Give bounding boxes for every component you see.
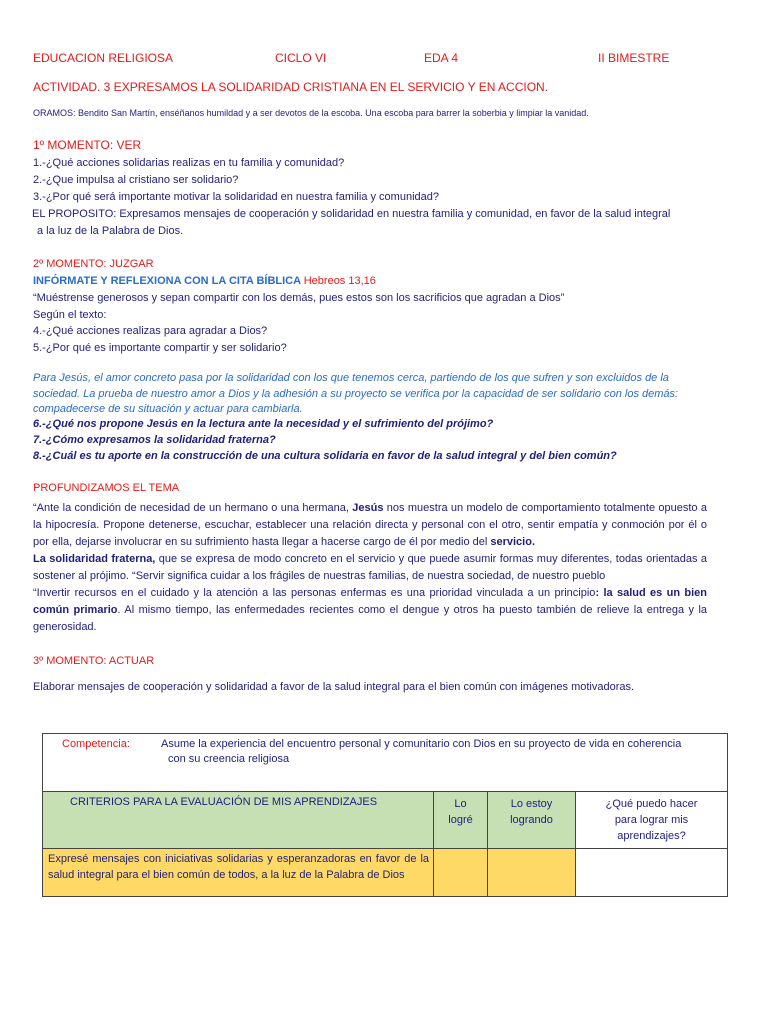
question-1: 1.-¿Qué acciones solidarias realizas en tu familia y comunidad?	[33, 157, 345, 169]
moment1-title: 1º MOMENTO: VER	[33, 138, 142, 152]
header-subject: EDUCACION RELIGIOSA	[33, 51, 174, 65]
question-2: 2.-¿Que impulsa al cristiano ser solidario?	[33, 174, 239, 186]
in-progress-cell[interactable]	[488, 849, 576, 897]
header-cycle: CICLO VI	[275, 51, 327, 65]
competence-line-1: Asume la experiencia del encuentro personal y comunitario con Dios en su proyecto de vida en coherencia	[161, 738, 682, 750]
purpose-line-2: a la luz de la Palabra de Dios.	[37, 225, 184, 237]
servicio-bold: servicio.	[490, 536, 535, 548]
question-8: 8.-¿Cuál es tu aporte en la construcción de una cultura solidaria en favor de la salud integral y del bien común?	[33, 450, 617, 462]
deepen-title: PROFUNDIZAMOS EL TEMA	[33, 482, 180, 494]
reflection-line-2: sociedad. La prueba de nuestro amor a Dios y la adhesión a su proyecto se verifica por la capacidad de ser solidario con los demás:	[33, 388, 679, 400]
purpose-line-1: EL PROPOSITO: Expresamos mensajes de cooperación y solidaridad en nuestra familia y comunidad, en favor de la salud integral	[32, 208, 671, 220]
moment2-title: 2º MOMENTO: JUZGAR	[33, 258, 154, 270]
criterion-row	[43, 849, 728, 897]
solidarity-bold: La solidaridad fraterna,	[33, 553, 156, 565]
criteria-header-row: CRITERIOS PARA LA EVALUACIÓN DE MIS APRENDIZAJES Lo logré Lo estoy logrando ¿Qué puedo hacer para lograr mis aprendizajes?	[43, 792, 728, 849]
bible-quote: “Muéstrense generosos y sepan compartir con los demás, pues estos son los sacrificios que agradan a Dios”	[33, 292, 565, 304]
question-6: 6.-¿Qué nos propone Jesús en la lectura ante la necesidad y el sufrimiento del prójimo?	[33, 418, 494, 430]
question-7: 7.-¿Cómo expresamos la solidaridad fraterna?	[33, 434, 276, 446]
header-eda: EDA 4	[424, 51, 459, 65]
evaluation-table	[42, 733, 728, 897]
jesus-bold: Jesús	[352, 502, 384, 514]
achieved-header: Lo	[454, 798, 467, 810]
reflection-line-1: Para Jesús, el amor concreto pasa por la solidaridad con los que tenemos cerca, partiendo de los que sufren y son excluidos de la	[33, 372, 669, 384]
question-5: 5.-¿Por qué es importante compartir y ser solidario?	[33, 342, 287, 354]
achieved-cell[interactable]	[434, 849, 488, 897]
activity-title: ACTIVIDAD. 3 EXPRESAMOS LA SOLIDARIDAD CRISTIANA EN EL SERVICIO Y EN ACCION.	[33, 80, 549, 94]
competence-row	[43, 734, 728, 792]
question-3: 3.-¿Por qué será importante motivar la solidaridad en nuestra familia y comunidad?	[33, 191, 439, 203]
prayer-text: ORAMOS: Bendito San Martín, enséñanos humildad y a ser devotos de la escoba. Una escoba para barrer la soberbia y limpiar la vanidad.	[33, 108, 589, 118]
deepen-paragraph-2: La solidaridad fraterna, que se expresa de modo concreto en el servicio y que puede asumir formas muy diferentes, todas orientadas a sostener al prójimo. “Servir significa cuidar a los frágiles de nuestras familias, de nuestra sociedad, de nuestro pueblo	[33, 553, 707, 582]
in-progress-header: Lo estoy	[510, 798, 553, 810]
inform-line	[33, 275, 376, 287]
moment3-title: 3º MOMENTO: ACTUAR	[33, 655, 155, 667]
criterion-text: Expresé mensajes con iniciativas solidarias y esperanzadoras en favor de la salud integral para el bien común de todos, a la luz de la Palabra de Dios	[48, 853, 429, 881]
header-term: II BIMESTRE	[598, 51, 670, 65]
competence-label: Competencia:	[62, 738, 130, 750]
improve-cell[interactable]	[576, 849, 728, 897]
deepen-paragraph-3: “Invertir recursos en el cuidado y la atención a las personas enfermas es una prioridad vinculada a un principio: la salud es un bien común primario. Al mismo tiempo, las enfermedades recientes como el dengue y otros ha puesto también de relieve la entrega y la generosidad.	[33, 587, 708, 633]
reflection-line-3: compadecerse de su situación y actuar para cambiarla.	[33, 403, 303, 415]
inform-label: INFÓRMATE Y REFLEXIONA CON LA CITA BÍBLICA	[33, 275, 304, 287]
according-text: Según el texto:	[33, 309, 107, 321]
question-4: 4.-¿Qué acciones realizas para agradar a Dios?	[33, 325, 268, 337]
moment3-text: Elaborar mensajes de cooperación y solidaridad a favor de la salud integral para el bien común con imágenes motivadoras.	[33, 681, 635, 693]
deepen-paragraph-1: “Ante la condición de necesidad de un hermano o una hermana, Jesús nos muestra un modelo de comportamiento totalmente opuesto a la hipocresía. Propone detenerse, escuchar, establecer una relación directa y personal con el otro, sentir empatía y conmoción por él o por ella, dejarse involucrar en su sufrimiento hasta llegar a hacerse cargo de él por medio del servicio.	[33, 502, 707, 548]
competence-line-2: con su creencia religiosa	[168, 753, 290, 765]
common-good-bold: : la salud es un bien común primario	[33, 587, 707, 616]
criteria-header: CRITERIOS PARA LA EVALUACIÓN DE MIS APRENDIZAJES	[70, 796, 378, 808]
improve-header: ¿Qué puedo hacer	[605, 798, 698, 810]
bible-reference: Hebreos 13,16	[303, 275, 376, 287]
